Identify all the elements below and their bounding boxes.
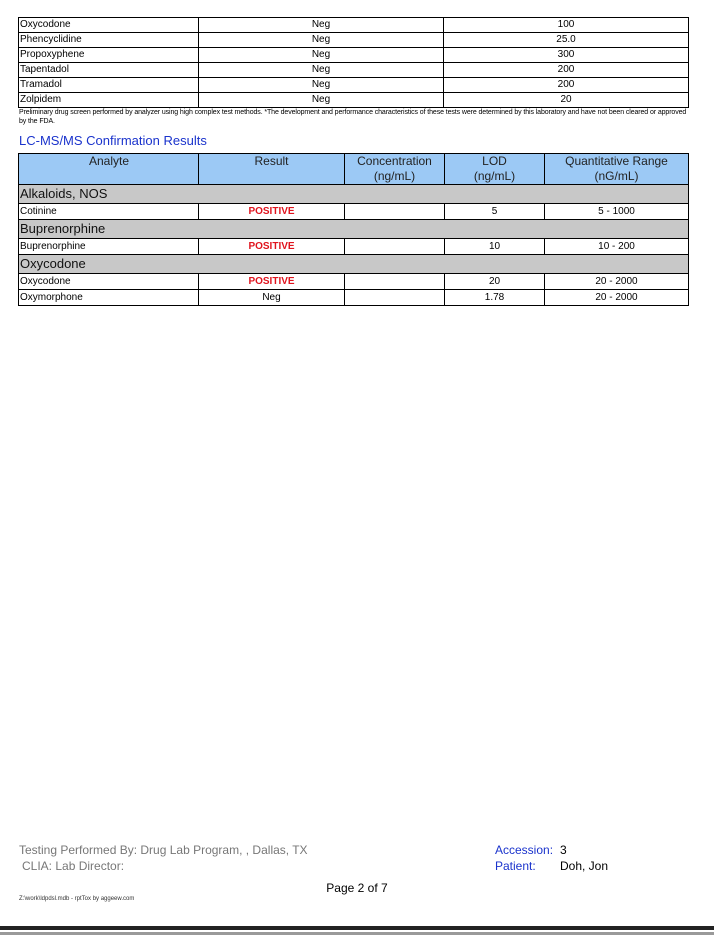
table-row	[19, 93, 689, 108]
page-number: Page 2 of 7	[326, 881, 388, 895]
header-lod	[445, 154, 545, 185]
header-analyte-label: Analyte	[88, 154, 130, 168]
lod-value: 1.78	[445, 290, 545, 306]
lod-value: 20	[445, 274, 545, 290]
header-concentration-unit: (ng/mL)	[373, 169, 416, 183]
table-row	[19, 33, 689, 48]
concentration-value	[345, 239, 445, 255]
drug-name: Tapentadol	[19, 63, 199, 78]
header-range-label: Quantitative Range	[565, 154, 668, 168]
group-row	[19, 185, 689, 204]
analyte-name: Oxycodone	[19, 274, 199, 290]
header-analyte	[19, 154, 199, 185]
drug-name: Propoxyphene	[19, 48, 199, 63]
range-value: 20 - 2000	[545, 274, 689, 290]
analyte-name: Cotinine	[19, 204, 199, 220]
patient-label: Patient:	[495, 859, 536, 873]
patient-value: Doh, Jon	[560, 859, 609, 873]
group-row	[19, 220, 689, 239]
screening-table	[18, 17, 689, 108]
concentration-value	[345, 274, 445, 290]
drug-name: Oxycodone	[19, 18, 199, 33]
header-range	[545, 154, 689, 185]
screen-result: Neg	[199, 78, 444, 93]
accession-value: 3	[560, 843, 567, 857]
group-row	[19, 255, 689, 274]
table-row	[19, 63, 689, 78]
screen-cutoff: 300	[444, 48, 689, 63]
header-result-label: Result	[254, 154, 289, 168]
concentration-value	[345, 290, 445, 306]
drug-name: Zolpidem	[19, 93, 199, 108]
drug-name: Phencyclidine	[19, 33, 199, 48]
table-row	[19, 290, 689, 306]
screen-result: Neg	[199, 63, 444, 78]
lod-value: 10	[445, 239, 545, 255]
screen-cutoff: 20	[444, 93, 689, 108]
table-row	[19, 78, 689, 93]
file-path: Z:\work\ldpdsl.mdb - rptTox by aggeew.com	[19, 896, 135, 902]
clia-lab-director: CLIA: Lab Director:	[22, 859, 125, 873]
analyte-name: Buprenorphine	[19, 239, 199, 255]
group-name: Alkaloids, NOS	[19, 185, 689, 204]
analyte-name: Oxymorphone	[19, 290, 199, 306]
accession-label: Accession:	[495, 843, 554, 857]
screen-result: Neg	[199, 33, 444, 48]
group-name: Buprenorphine	[19, 220, 689, 239]
header-concentration	[345, 154, 445, 185]
group-name: Oxycodone	[19, 255, 689, 274]
header-range-unit: (nG/mL)	[594, 169, 639, 183]
result-value: POSITIVE	[199, 239, 345, 255]
testing-performed-by: Testing Performed By: Drug Lab Program, , Dallas, TX	[19, 843, 308, 857]
screen-cutoff: 200	[444, 78, 689, 93]
section-title: LC-MS/MS Confirmation Results	[19, 133, 207, 148]
header-lod-unit: (ng/mL)	[473, 169, 516, 183]
table-row	[19, 18, 689, 33]
header-concentration-label: Concentration	[357, 154, 432, 168]
screen-cutoff: 200	[444, 63, 689, 78]
range-value: 5 - 1000	[545, 204, 689, 220]
table-row	[19, 239, 689, 255]
range-value: 10 - 200	[545, 239, 689, 255]
screen-result: Neg	[199, 93, 444, 108]
result-value: Neg	[199, 290, 345, 306]
table-header-row	[19, 154, 689, 185]
screening-footnote: Preliminary drug screen performed by analyzer using high complex test methods. *The development and performance characteristics of these tests were determined by this laboratory and have not been cleared or approved by the FDA.	[19, 109, 687, 125]
result-value: POSITIVE	[199, 204, 345, 220]
lod-value: 5	[445, 204, 545, 220]
concentration-value	[345, 204, 445, 220]
confirmation-table	[18, 153, 689, 306]
drug-name: Tramadol	[19, 78, 199, 93]
result-value: POSITIVE	[199, 274, 345, 290]
header-result	[199, 154, 345, 185]
screen-cutoff: 25.0	[444, 33, 689, 48]
screen-result: Neg	[199, 48, 444, 63]
header-lod-label: LOD	[482, 154, 507, 168]
table-row	[19, 48, 689, 63]
table-row	[19, 274, 689, 290]
screen-result: Neg	[199, 18, 444, 33]
range-value: 20 - 2000	[545, 290, 689, 306]
table-row	[19, 204, 689, 220]
bottom-divider-shadow	[0, 932, 714, 935]
bottom-divider	[0, 926, 714, 930]
screen-cutoff: 100	[444, 18, 689, 33]
